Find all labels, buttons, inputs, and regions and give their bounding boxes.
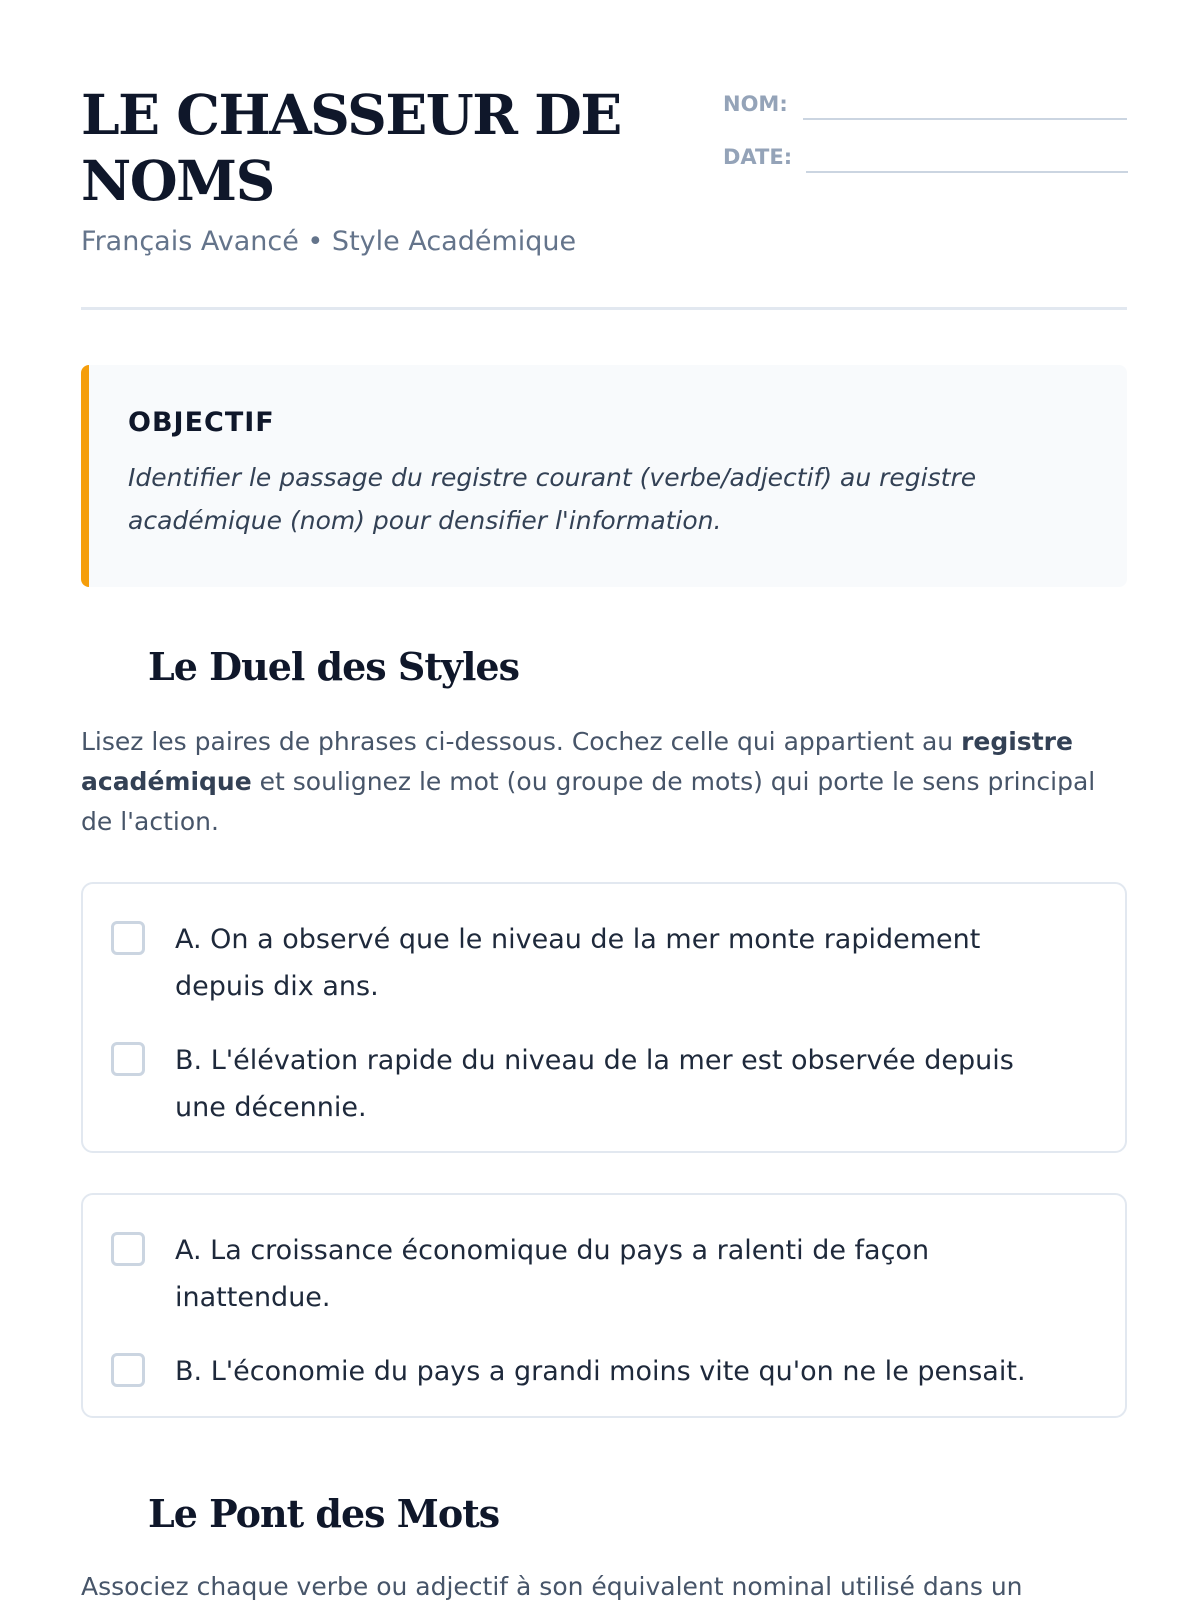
sentence-pair-card <box>81 1193 1127 1418</box>
date-label: DATE: <box>723 145 793 169</box>
sentence-option-b <box>111 1348 1065 1395</box>
section-title-pont: Le Pont des Mots <box>148 1491 500 1536</box>
sentence-text: A. On a observé que le niveau de la mer monte rapidement depuis dix ans. <box>175 924 981 1002</box>
worksheet-header <box>81 0 1127 310</box>
sentence-option-b <box>111 1037 1065 1131</box>
objective-text: Identifier le passage du registre courant (verbe/adjectif) au registre académique (nom) pour densifier l'information. <box>128 463 977 535</box>
name-write-line[interactable] <box>803 86 1127 120</box>
instructions-emphasis: registre académique <box>81 727 1073 796</box>
sentence-option-a <box>111 1227 1065 1321</box>
date-field-row <box>723 139 1128 173</box>
checkbox[interactable] <box>111 1232 145 1266</box>
sentence-option-a <box>111 916 1065 1010</box>
checkbox[interactable] <box>111 1042 145 1076</box>
page-subtitle: Français Avancé • Style Académique <box>81 226 577 257</box>
date-write-line[interactable] <box>806 139 1128 173</box>
name-label: NOM: <box>723 92 788 116</box>
instructions-text-end: et soulignez le mot (ou groupe de mots) qui porte le sens principal de l'action. <box>81 767 1096 836</box>
checkbox[interactable] <box>111 921 145 955</box>
page-title: LE CHASSEUR DE NOMS <box>81 82 621 213</box>
objective-box <box>81 365 1127 587</box>
checkbox[interactable] <box>111 1353 145 1387</box>
sentence-text: A. La croissance économique du pays a ralenti de façon inattendue. <box>175 1235 930 1313</box>
sentence-text: B. L'économie du pays a grandi moins vite qu'on ne le pensait. <box>175 1356 1026 1387</box>
section-instructions <box>81 722 1127 842</box>
worksheet-page <box>81 0 1127 1601</box>
section-title-duel: Le Duel des Styles <box>148 644 519 689</box>
sentence-text: B. L'élévation rapide du niveau de la mer est observée depuis une décennie. <box>175 1045 1014 1123</box>
name-field-row <box>723 86 1127 120</box>
objective-title: OBJECTIF <box>128 407 275 438</box>
instructions-text-start: Lisez les paires de phrases ci-dessous. Cochez celle qui appartient au <box>81 727 962 756</box>
section-instructions: Associez chaque verbe ou adjectif à son équivalent nominal utilisé dans un <box>81 1572 1023 1601</box>
sentence-pair-card <box>81 882 1127 1153</box>
